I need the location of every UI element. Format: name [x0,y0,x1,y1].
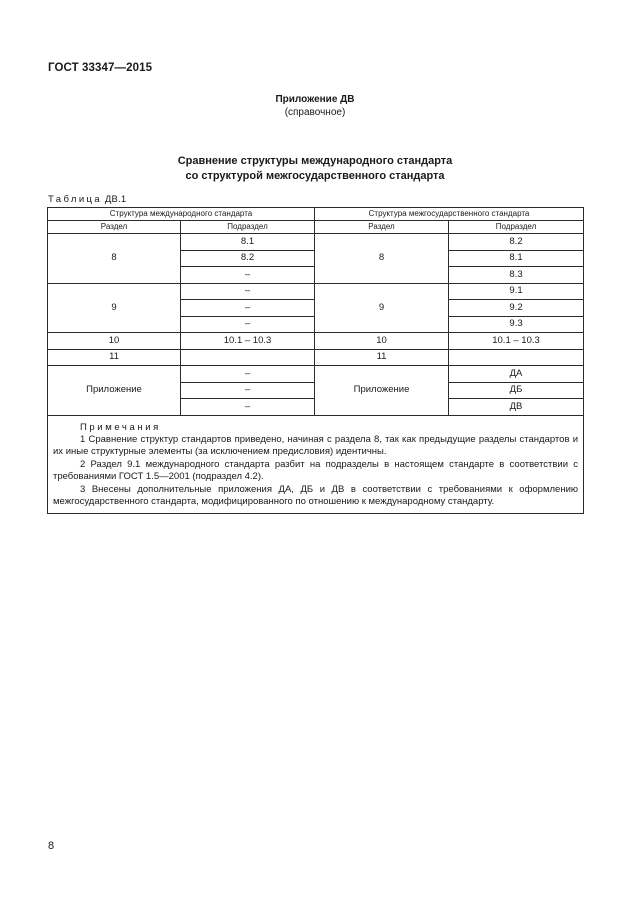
table-row [48,349,584,366]
right-section-cell: 9 [315,283,449,333]
header-left-subsection: Подраздел [181,221,315,234]
right-subsection-cell: ДВ [449,399,584,416]
left-subsection-cell: 10.1 – 10.3 [181,333,315,350]
left-subsection-cell: 8.2 [181,250,315,267]
right-section-cell: Приложение [315,366,449,416]
right-section-cell: 10 [315,333,449,350]
table-row [48,234,584,251]
header-interstate-structure: Структура межгосударственного стандарта [315,208,584,221]
left-subsection-cell: 8.1 [181,234,315,251]
appendix-header [0,93,630,119]
header-international-structure: Структура международного стандарта [48,208,315,221]
table-caption [48,194,126,205]
right-section-cell: 11 [315,349,449,366]
left-subsection-cell: – [181,366,315,383]
note-item: 3 Внесены дополнительные приложения ДА, ДБ и ДВ в соответствии с требованиями к оформлению межгосударственного стандарта, модифицированного по отношению к международному стандарту. [53,483,579,507]
right-subsection-cell: ДА [449,366,584,383]
right-subsection-cell [449,349,584,366]
table-caption-word: Таблица [48,194,103,205]
table-row [48,283,584,300]
right-subsection-cell: 8.2 [449,234,584,251]
right-subsection-cell: 9.2 [449,300,584,317]
right-subsection-cell: 10.1 – 10.3 [449,333,584,350]
appendix-subtitle: (справочное) [284,107,346,118]
left-subsection-cell [181,349,315,366]
left-subsection-cell: – [181,382,315,399]
heading-line-1: Сравнение структуры международного стандарта [177,155,453,167]
table-caption-number: ДВ.1 [104,194,127,205]
header-right-section: Раздел [315,221,449,234]
notes-row [48,415,584,514]
right-subsection-cell: 8.1 [449,250,584,267]
left-subsection-cell: – [181,316,315,333]
note-item: 2 Раздел 9.1 международного стандарта разбит на подразделы в настоящем стандарте в соответствии с требованиями ГОСТ 1.5—2001 (подраздел 4.2). [53,458,579,483]
appendix-title: Приложение ДВ [275,94,355,105]
left-subsection-cell: – [181,267,315,284]
structure-comparison-table [47,207,584,514]
notes-cell [48,415,584,514]
table-group-header-row [48,208,584,221]
right-subsection-cell: 8.3 [449,267,584,284]
left-section-cell: 9 [48,283,181,333]
left-subsection-cell: – [181,300,315,317]
left-section-cell: Приложение [48,366,181,416]
right-subsection-cell: 9.3 [449,316,584,333]
right-subsection-cell: 9.1 [449,283,584,300]
header-left-section: Раздел [48,221,181,234]
left-subsection-cell: – [181,283,315,300]
note-item: 1 Сравнение структур стандартов приведено, начиная с раздела 8, так как предыдущие разделы стандартов и их иные структурные элементы (за исключением предисловия) идентичны. [53,433,579,458]
heading-line-2: со структурой межгосударственного стандарта [185,170,445,182]
left-subsection-cell: – [181,399,315,416]
right-subsection-cell: ДБ [449,382,584,399]
notes-title: Примечания [80,421,161,433]
left-section-cell: 10 [48,333,181,350]
document-code: ГОСТ 33347—2015 [48,62,153,74]
header-right-subsection: Подраздел [449,221,584,234]
page-number: 8 [48,840,55,852]
table-column-header-row [48,221,584,234]
left-section-cell: 8 [48,234,181,284]
table-row [48,333,584,350]
right-section-cell: 8 [315,234,449,284]
left-section-cell: 11 [48,349,181,366]
section-heading [0,154,630,184]
table-row [48,366,584,383]
